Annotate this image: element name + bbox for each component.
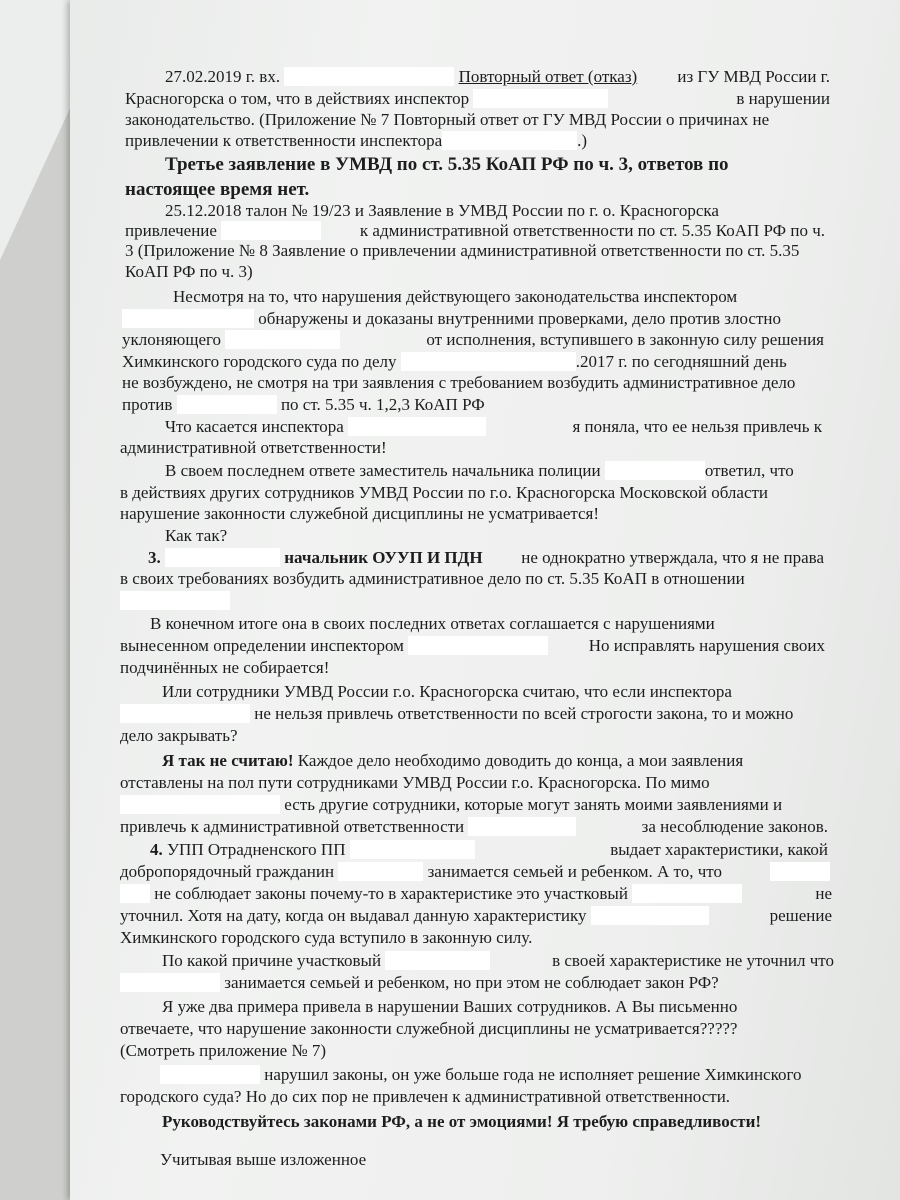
text-line: В конечном итоге она в своих последних ответах соглашается с нарушениями (150, 614, 715, 633)
text-line: 3. начальник ОУУП И ПДН не однократно утверждала, что я не права (148, 548, 824, 567)
redaction-block (468, 817, 576, 836)
redaction-block (120, 704, 250, 723)
text-line: КоАП РФ по ч. 3) (125, 262, 253, 281)
text-line: не нельзя привлечь ответственности по всей строгости закона, то и можно (120, 704, 793, 724)
redaction-block (442, 131, 577, 150)
text-line: подчинённых не собирается! (120, 658, 330, 677)
text-line: есть другие сотрудники, которые могут занять моими заявлениями и (120, 795, 782, 815)
redaction-block (385, 951, 490, 970)
text-line: (Смотреть приложение № 7) (120, 1041, 327, 1060)
redaction-block (473, 89, 608, 108)
text-line: Красногорска о том, что в действиях инспектор в нарушении (125, 89, 830, 108)
redaction-block (770, 862, 830, 881)
text-line: привлечь к административной ответственности за несоблюдение законов. (120, 817, 828, 836)
text-line: Я уже два примера привела в нарушении Ваших сотрудников. А Вы письменно (162, 997, 738, 1016)
closing-statement: Руководствуйтесь законами РФ, а не от эмоциями! Я требую справедливости! (162, 1112, 762, 1131)
section-heading: настоящее время нет. (125, 179, 310, 200)
text-line: Что касается инспектора я поняла, что ее нельзя привлечь к (165, 417, 822, 436)
text-line: административной ответственности! (120, 438, 387, 457)
text-line: Химкинского городского суда по делу .2017 г. по сегодняшний день (122, 352, 787, 371)
text-line: Химкинского городского суда вступило в законную силу. (120, 928, 533, 947)
text-line: вынесенном определении инспектором Но исправлять нарушения своих (120, 636, 825, 655)
text-line: уклоняющего от исполнения, вступившего в законную силу решения (122, 330, 824, 349)
text-line: в действиях других сотрудников УМВД России по г.о. Красногорска Московской области (120, 483, 769, 502)
text-line: 25.12.2018 талон № 19/23 и Заявление в УМВД России по г. о. Красногорска (165, 201, 719, 220)
text-line: Я так не считаю! Каждое дело необходимо доводить до конца, а мои заявления (162, 751, 744, 770)
redaction-block (225, 330, 340, 349)
text-line: обнаружены и доказаны внутренними проверками, дело против злостно (122, 309, 781, 329)
text-line: в своих требованиях возбудить административное дело по ст. 5.35 КоАП в отношении (120, 569, 745, 588)
redaction-block (408, 636, 548, 655)
text-line: уточнил. Хотя на дату, когда он выдавал данную характеристику решение (120, 906, 832, 925)
redaction-block (348, 417, 486, 436)
section-heading: Третье заявление в УМВД по ст. 5.35 КоАП РФ по ч. 3, ответов по (165, 154, 729, 175)
redaction-block (632, 884, 742, 903)
text-line: По какой причине участковый в своей характеристике не уточнил что (162, 951, 834, 970)
redaction-block (165, 548, 280, 567)
redaction-block (605, 461, 705, 480)
text-line: Несмотря на то, что нарушения действующего законодательства инспектором (173, 287, 738, 306)
redaction-block (221, 221, 321, 240)
text-line: отвечаете, что нарушение законности служебной дисциплины не усматривается????? (120, 1019, 738, 1038)
text-line: нарушил законы, он уже больше года не исполняет решение Химкинского (160, 1065, 802, 1085)
redaction-block (120, 973, 220, 992)
redaction-block (350, 840, 475, 859)
text-line: Как так? (165, 526, 228, 545)
redaction-block (160, 1065, 260, 1084)
text-line: законодательство. (Приложение № 7 Повторный ответ от ГУ МВД России о причинах не (125, 110, 770, 129)
text-line: занимается семьей и ребенком, но при этом не соблюдает закон РФ? (120, 973, 719, 993)
redaction-block (401, 352, 576, 371)
text-line: В своем последнем ответе заместитель начальника полиции ответил, что (165, 461, 794, 480)
text-line: не соблюдает законы почему-то в характеристике это участковый не (120, 884, 832, 904)
text-line: Учитывая выше изложенное (160, 1150, 367, 1169)
text-line: 4. УПП Отрадненского ПП выдает характеристики, какой (150, 840, 828, 859)
text-line: против по ст. 5.35 ч. 1,2,3 КоАП РФ (122, 395, 485, 414)
text-line: городского суда? Но до сих пор не привлечен к административной ответственности. (120, 1087, 731, 1106)
text-line: 3 (Приложение № 8 Заявление о привлечении административной ответственности по ст. 5.35 (125, 241, 800, 260)
redaction-block (284, 67, 454, 86)
text-line (120, 591, 230, 611)
text-line: Или сотрудники УМВД России г.о. Красногорска считаю, что если инспектора (162, 682, 732, 701)
redaction-block (120, 795, 280, 814)
redaction-block (338, 862, 423, 881)
text-line: 27.02.2019 г. вх. Повторный ответ (отказ) из ГУ МВД России г. (165, 67, 830, 86)
text-line: дело закрывать? (120, 726, 238, 745)
text-line: отставлены на пол пути сотрудниками УМВД России г.о. Красногорска. По мимо (120, 773, 710, 792)
redaction-block (122, 309, 254, 328)
text-line: привлечении к ответственности инспектора .) (125, 131, 588, 150)
redaction-block (177, 395, 277, 414)
text-line: добропорядочный гражданин занимается семьей и ребенком. А то, что (120, 862, 830, 882)
text-line: не возбуждено, не смотря на три заявления с требованием возбудить административное дело (122, 373, 796, 392)
text-line: привлечение к административной ответственности по ст. 5.35 КоАП РФ по ч. (125, 221, 825, 240)
redaction-block (591, 906, 709, 925)
redaction-block (120, 591, 230, 610)
redaction-block (120, 884, 150, 903)
text-line: нарушение законности служебной дисциплины не усматривается! (120, 504, 600, 523)
